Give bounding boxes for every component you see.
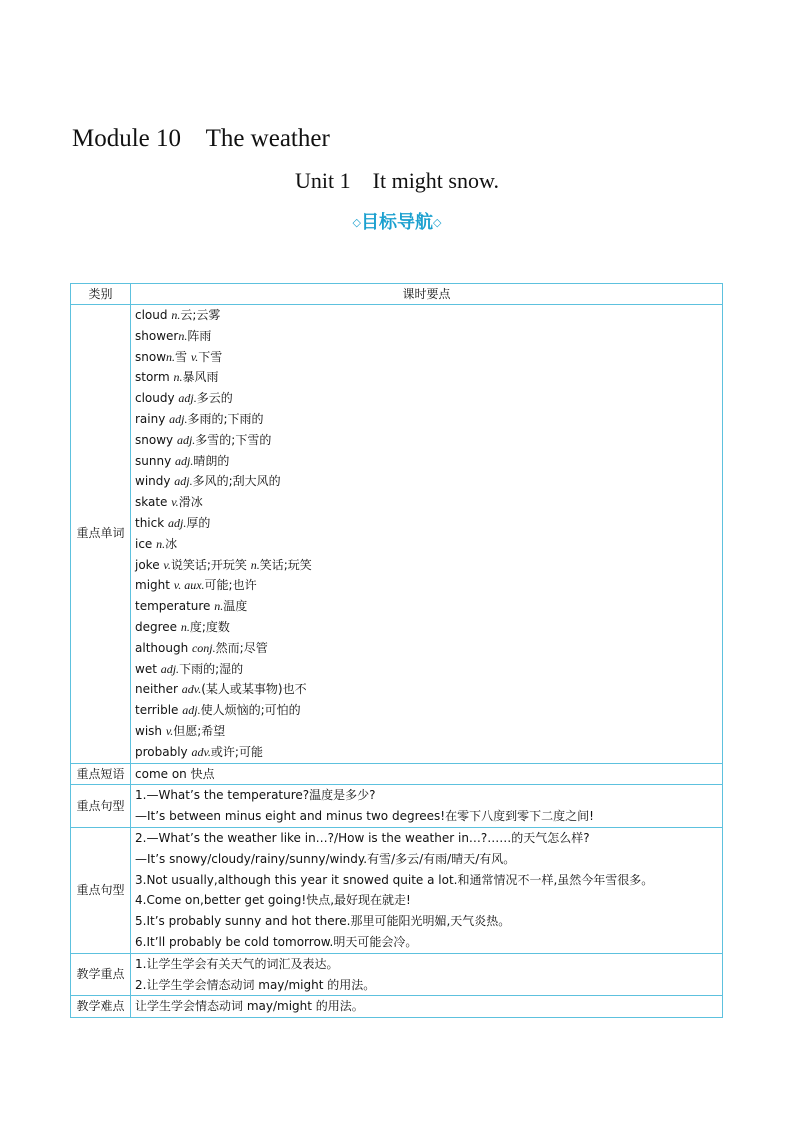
vocab-pos: adj.	[174, 474, 193, 489]
vocab-pos: v.	[163, 557, 171, 572]
vocab-pos: n.	[156, 536, 166, 551]
table-header-row	[71, 284, 723, 305]
vocab-word: thick	[135, 515, 169, 530]
vocab-item	[135, 492, 718, 513]
sentence-category-1: 重点句型	[71, 785, 131, 828]
vocab-item	[135, 388, 718, 409]
vocab-meaning: 云;云雾	[180, 308, 221, 322]
sentence-line: 1.—What’s the temperature?温度是多少?	[135, 788, 376, 803]
vocab-pos: n.	[178, 328, 188, 343]
sentence-category-2: 重点句型	[71, 827, 131, 953]
lesson-plan-table	[70, 283, 723, 1018]
sentence-list-2	[131, 827, 723, 953]
sentence-line: 2.—What’s the weather like in…?/How is the weather in…?……的天气怎么样?	[135, 830, 590, 845]
vocab-item	[135, 596, 718, 617]
vocab-meaning: 阵雨	[187, 328, 212, 343]
vocab-item	[135, 326, 718, 347]
vocab-word: snow	[135, 349, 167, 364]
vocab-item	[135, 347, 718, 368]
focus-list	[131, 953, 723, 996]
module-title: Module 10 The weather	[72, 125, 330, 152]
vocab-pos-2: n.	[250, 557, 260, 572]
vocab-pos-2: v.	[190, 349, 199, 364]
sentence-list-1	[131, 785, 723, 828]
vocab-word: wet	[135, 661, 161, 676]
vocab-meaning: 暴风雨	[182, 370, 219, 385]
vocab-item	[135, 305, 718, 326]
vocab-word: joke	[135, 557, 164, 572]
vocab-item	[135, 471, 718, 492]
vocab-meaning: 可能;也许	[204, 578, 257, 593]
focus-category: 教学重点	[71, 953, 131, 996]
section-banner	[0, 211, 794, 235]
vocab-list	[131, 305, 723, 764]
sentence-line: —It’s between minus eight and minus two degrees!在零下八度到零下二度之间!	[135, 809, 594, 824]
header-category: 类别	[71, 284, 131, 305]
vocab-word: degree	[135, 619, 181, 634]
vocab-meaning: 冰	[165, 536, 178, 551]
vocab-word: although	[135, 640, 192, 655]
vocab-meaning: 说笑话;开玩笑	[170, 557, 251, 572]
sentence-line: —It’s snowy/cloudy/rainy/sunny/windy.有雪/多云/有雨/晴天/有风。	[135, 851, 516, 866]
vocab-word: wish	[135, 723, 166, 738]
vocab-item	[135, 451, 718, 472]
vocab-pos: adj.	[174, 453, 194, 468]
vocab-category: 重点单词	[71, 305, 131, 764]
vocab-meaning: 多雪的;下雪的	[195, 432, 272, 447]
vocab-meaning: 多风的;刮大风的	[192, 474, 281, 489]
diamond-right-icon: ◇	[433, 216, 442, 229]
vocab-pos: v.	[165, 723, 174, 738]
vocab-word: probably	[135, 744, 192, 759]
vocab-word: rainy	[135, 411, 170, 426]
vocab-meaning: 晴朗的	[193, 453, 230, 468]
vocab-item	[135, 534, 718, 555]
vocab-item	[135, 513, 718, 534]
sentence-line: 4.Come on,better get going!快点,最好现在就走!	[135, 893, 411, 908]
vocab-pos: adj.	[176, 432, 196, 447]
vocab-pos: n.	[180, 619, 190, 634]
vocab-item	[135, 638, 718, 659]
vocab-meaning: 下雨的;湿的	[179, 661, 244, 676]
vocab-meaning: 使人烦恼的;可怕的	[200, 703, 301, 718]
difficulty-category: 教学难点	[71, 996, 131, 1018]
vocab-pos: adj.	[168, 515, 187, 530]
vocab-meaning-2: 笑话;玩笑	[259, 557, 312, 572]
vocab-word: neither	[135, 682, 182, 697]
vocab-pos: adv.	[181, 682, 202, 697]
vocab-item	[135, 555, 718, 576]
vocab-item	[135, 430, 718, 451]
vocab-pos: adj.	[169, 411, 188, 426]
vocab-meaning: 然而;尽管	[215, 640, 268, 655]
vocab-meaning: 温度	[223, 599, 248, 614]
phrase-category: 重点短语	[71, 763, 131, 785]
vocab-pos: n.	[214, 599, 224, 614]
vocab-meaning-2: 下雪	[198, 349, 223, 364]
vocab-word: might	[135, 578, 174, 593]
focus-line: 2.让学生学会情态动词 may/might 的用法。	[135, 977, 376, 992]
difficulty-text: 让学生学会情态动词 may/might 的用法。	[131, 996, 723, 1018]
vocab-meaning: 或许;可能	[210, 744, 263, 759]
vocab-word: skate	[135, 495, 172, 510]
vocab-pos: adv.	[191, 744, 211, 759]
phrase-text: come on 快点	[131, 763, 723, 785]
vocab-item	[135, 721, 718, 742]
vocab-meaning: (某人或某事物)也不	[201, 682, 307, 697]
vocab-word: cloudy	[135, 391, 179, 406]
vocab-word: shower	[135, 328, 179, 343]
vocab-item	[135, 742, 718, 763]
header-key-points: 课时要点	[131, 284, 723, 305]
vocab-pos: n.	[171, 308, 181, 322]
vocab-pos: n.	[173, 370, 183, 385]
vocab-item	[135, 659, 718, 680]
vocab-word: temperature	[135, 599, 215, 614]
unit-title: Unit 1 It might snow.	[295, 168, 499, 193]
vocab-meaning: 多雨的;下雨的	[187, 411, 264, 426]
vocab-word: sunny	[135, 453, 175, 468]
vocab-word: ice	[135, 536, 157, 551]
vocab-pos: adj.	[160, 661, 180, 676]
vocab-item	[135, 700, 718, 721]
difficulty-row	[71, 996, 723, 1018]
focus-line: 1.让学生学会有关天气的词汇及表达。	[135, 956, 339, 971]
vocab-pos: v. aux.	[173, 578, 205, 593]
diamond-left-icon: ◇	[352, 216, 361, 229]
vocab-meaning: 多云的	[196, 391, 233, 406]
vocab-item	[135, 409, 718, 430]
vocab-word: storm	[135, 370, 174, 385]
vocab-word: terrible	[135, 703, 183, 718]
sentence-row-2	[71, 827, 723, 953]
vocab-meaning: 厚的	[186, 515, 211, 530]
vocab-pos: conj.	[191, 640, 216, 655]
vocab-meaning: 度;度数	[189, 619, 230, 634]
sentence-line: 3.Not usually,although this year it snowed quite a lot.和通常情况不一样,虽然今年雪很多。	[135, 872, 654, 887]
vocab-pos: adj.	[182, 703, 201, 718]
vocab-word: snowy	[135, 432, 177, 447]
vocab-pos: v.	[171, 495, 179, 510]
vocab-item	[135, 617, 718, 638]
vocab-item	[135, 679, 718, 700]
vocab-meaning: 但愿;希望	[173, 723, 226, 738]
vocab-pos: adj.	[178, 391, 197, 406]
sentence-line: 5.It’s probably sunny and hot there.那里可能阳光明媚,天气炎热。	[135, 914, 511, 929]
vocab-meaning: 雪	[175, 349, 191, 364]
focus-row	[71, 953, 723, 996]
phrase-row	[71, 763, 723, 785]
section-label: 目标导航	[361, 212, 433, 233]
vocab-item	[135, 575, 718, 596]
vocab-word: windy	[135, 474, 175, 489]
vocab-pos: n.	[166, 349, 176, 364]
vocab-meaning: 滑冰	[178, 495, 203, 510]
vocab-item	[135, 367, 718, 388]
sentence-row-1	[71, 785, 723, 828]
vocab-word: cloud	[135, 308, 172, 322]
sentence-line: 6.It’ll probably be cold tomorrow.明天可能会冷。	[135, 934, 418, 949]
vocab-row	[71, 305, 723, 764]
